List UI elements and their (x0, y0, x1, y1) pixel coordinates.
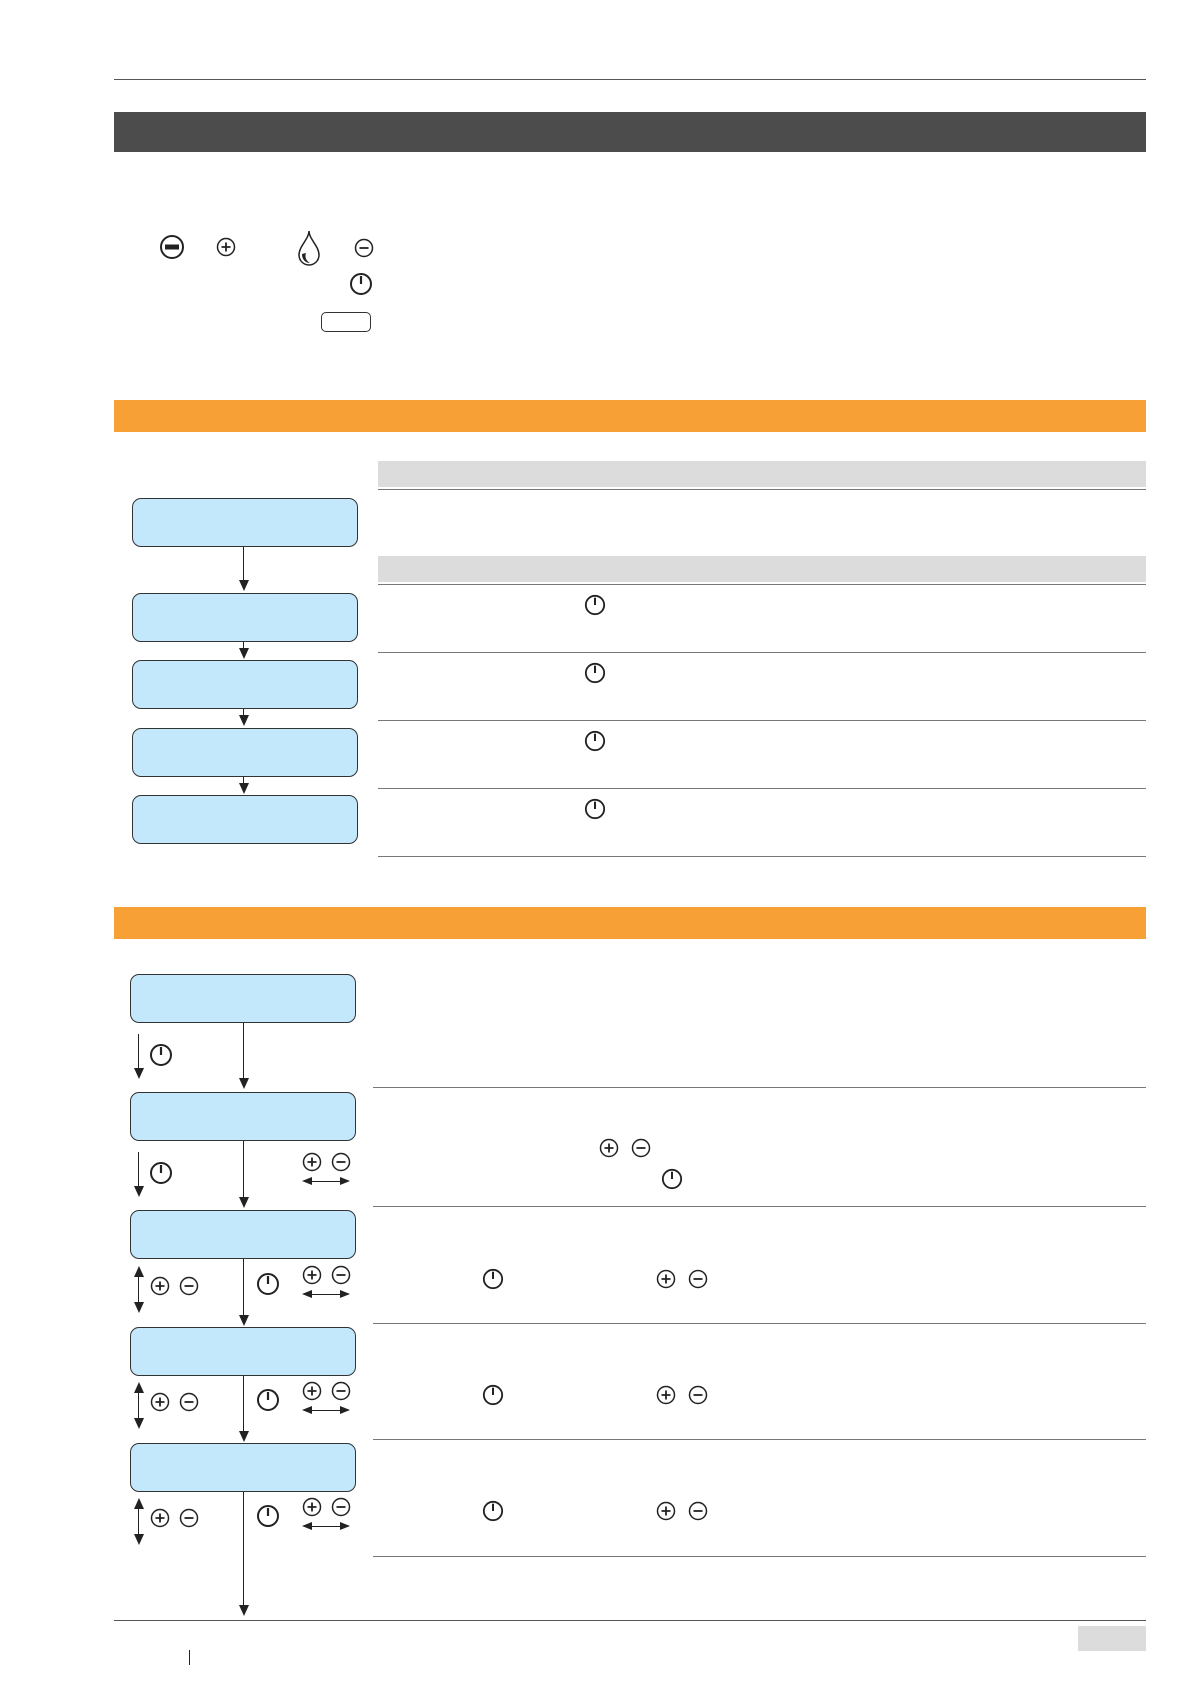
flow-arrow (239, 1078, 249, 1089)
side-arrow (302, 1522, 312, 1530)
side-arrow-line (138, 1276, 139, 1304)
side-arrow (302, 1290, 312, 1298)
side-arrow (302, 1406, 312, 1414)
side-arrow (134, 1266, 144, 1277)
side-arrow (134, 1302, 144, 1313)
table-rule (378, 720, 1146, 721)
plus-icon (302, 1265, 322, 1285)
footer-separator (189, 1650, 190, 1665)
plus-icon (302, 1152, 322, 1172)
table-rule (373, 1439, 1146, 1440)
display-step (130, 1092, 356, 1141)
minus-icon (179, 1508, 199, 1528)
flow-line (243, 1259, 244, 1316)
minus-icon (331, 1152, 351, 1172)
table-rule (378, 788, 1146, 789)
minus-icon (331, 1497, 351, 1517)
power-icon (256, 1272, 280, 1296)
side-arrow-line (309, 1410, 341, 1411)
table-rule (373, 1556, 1146, 1557)
table-rule (378, 856, 1146, 857)
side-arrow-line (138, 1152, 139, 1187)
side-arrow (134, 1498, 144, 1509)
side-arrow (340, 1290, 350, 1298)
minus-icon (331, 1265, 351, 1285)
side-arrow-line (309, 1181, 341, 1182)
power-icon (584, 798, 606, 820)
minus-icon (179, 1276, 199, 1296)
section-title-bar (114, 112, 1146, 152)
page-number-box (1078, 1626, 1146, 1651)
flow-line (243, 1023, 244, 1079)
flow-line (243, 1141, 244, 1198)
flow-arrow (239, 1605, 249, 1616)
stop-icon (159, 234, 185, 260)
flow-arrow (239, 1315, 249, 1326)
plus-icon (302, 1497, 322, 1517)
plus-icon (150, 1508, 170, 1528)
side-arrow (302, 1177, 312, 1185)
minus-icon (331, 1381, 351, 1401)
section-1-bar (114, 400, 1146, 432)
flow-line (243, 1492, 244, 1606)
power-icon (482, 1268, 504, 1290)
power-icon (256, 1388, 280, 1412)
subsection-2-bar (378, 556, 1146, 582)
minus-icon (688, 1501, 708, 1521)
table-rule (378, 652, 1146, 653)
side-arrow-line (309, 1294, 341, 1295)
flow-arrow (239, 715, 249, 726)
flow-arrow (239, 648, 249, 659)
subsection-1-bar (378, 461, 1146, 487)
power-icon (256, 1504, 280, 1528)
minus-icon (688, 1269, 708, 1289)
subsection-1-rule (378, 489, 1146, 490)
power-icon (584, 594, 606, 616)
display-step (132, 593, 358, 642)
side-arrow-line (309, 1526, 341, 1527)
power-icon (349, 272, 373, 296)
power-icon (149, 1043, 173, 1067)
flow-line (243, 547, 244, 581)
drop-icon (296, 229, 322, 267)
power-icon (661, 1168, 683, 1190)
side-arrow (340, 1177, 350, 1185)
plus-icon (150, 1392, 170, 1412)
plus-icon (656, 1385, 676, 1405)
display-step (130, 1443, 356, 1492)
flow-arrow (239, 1197, 249, 1208)
minus-icon (179, 1392, 199, 1412)
power-icon (149, 1161, 173, 1185)
display-step (130, 1327, 356, 1376)
minus-icon (354, 238, 374, 258)
minus-icon (631, 1138, 651, 1158)
table-rule (373, 1206, 1146, 1207)
minus-icon (688, 1385, 708, 1405)
side-arrow (134, 1382, 144, 1393)
section-2-bar (114, 907, 1146, 939)
power-icon (584, 730, 606, 752)
table-rule (373, 1087, 1146, 1088)
display-step (132, 728, 358, 777)
flow-arrow (239, 783, 249, 794)
power-icon (584, 662, 606, 684)
display-step (132, 660, 358, 709)
plus-icon (599, 1138, 619, 1158)
display-step (132, 498, 358, 547)
plus-icon (656, 1269, 676, 1289)
flow-arrow (239, 580, 249, 591)
top-rule (114, 79, 1146, 80)
plus-icon (150, 1276, 170, 1296)
table-rule (378, 584, 1146, 585)
power-icon (482, 1500, 504, 1522)
side-arrow (134, 1534, 144, 1545)
table-rule (373, 1323, 1146, 1324)
plus-icon (656, 1501, 676, 1521)
side-arrow (134, 1418, 144, 1429)
side-arrow (134, 1068, 144, 1079)
side-arrow (134, 1186, 144, 1197)
plus-icon (216, 237, 236, 257)
flow-line (243, 1376, 244, 1432)
side-arrow-line (138, 1508, 139, 1536)
display-step (130, 1210, 356, 1259)
plus-icon (302, 1381, 322, 1401)
key-button (321, 312, 371, 332)
flow-arrow (239, 1431, 249, 1442)
side-arrow (340, 1522, 350, 1530)
footer-rule (114, 1620, 1146, 1621)
display-step (130, 974, 356, 1023)
side-arrow (340, 1406, 350, 1414)
power-icon (482, 1384, 504, 1406)
side-arrow-line (138, 1392, 139, 1420)
side-arrow-line (138, 1034, 139, 1069)
display-step (132, 795, 358, 844)
